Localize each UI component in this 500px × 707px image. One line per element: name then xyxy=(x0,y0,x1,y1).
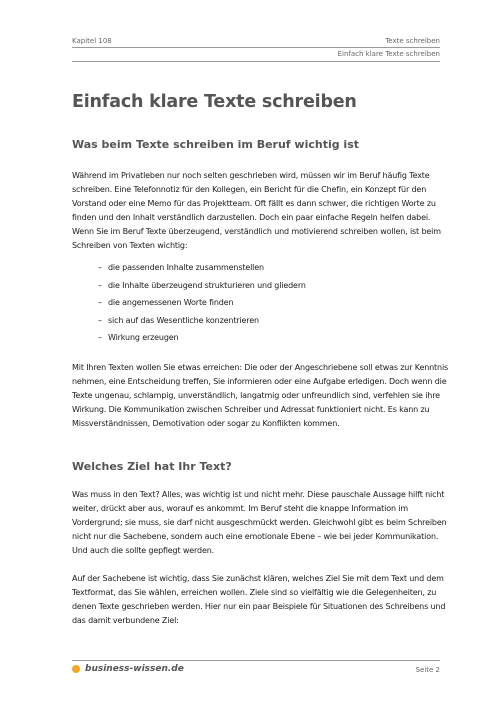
header-section: Texte schreiben xyxy=(385,37,440,45)
header-divider xyxy=(72,47,440,48)
footer-divider xyxy=(72,660,440,661)
footer-logo xyxy=(72,664,184,674)
logo-dot-icon xyxy=(72,665,80,673)
page-title: Einfach klare Texte schreiben xyxy=(72,92,357,112)
dash-icon: – xyxy=(98,315,102,325)
header-subsection: Einfach klare Texte schreiben xyxy=(337,50,440,58)
dash-icon: – xyxy=(98,280,102,290)
bullet-list xyxy=(72,259,452,347)
list-item xyxy=(98,329,452,347)
list-item-text: die passenden Inhalte zusammenstellen xyxy=(108,263,264,272)
list-item-text: sich auf das Wesentliche konzentrieren xyxy=(108,315,259,325)
list-item xyxy=(98,259,452,277)
section-heading-1: Was beim Texte schreiben im Beruf wichtig ist xyxy=(72,138,360,151)
page-content xyxy=(72,92,452,628)
paragraph-goal-examples: Auf der Sachebene ist wichtig, dass Sie zunächst klären, welches Ziel Sie mit dem Text und dem Textformat, das Sie wählen, erreichen wollen. Ziele sind so vielfältig wie die Gelegenheiten, zu denen Texte geschrieben werden. Hier nur ein paar Beispiele für Situationen des Schreibens und das damit verbundene Ziel: xyxy=(72,573,446,625)
outro-paragraph: Mit Ihren Texten wollen Sie etwas erreichen: Die oder der Angeschriebene soll etwas zur Kenntnis nehmen, eine Entscheidung treffen, Sie informieren oder eine Aufgabe erledigen. Doch wenn die Texte ungenau, schlampig, unverständlich, langatmig oder unfreundlich sind, verfehlen sie ihre Wirkung. Die Kommunikation zwischen Schreiber und Adressat funktioniert nicht. Es kann zu Missverständnissen, Demotivation oder sogar zu Konflikten kommen. xyxy=(72,362,449,428)
section-heading-2: Welches Ziel hat Ihr Text? xyxy=(72,459,232,473)
dash-icon: – xyxy=(98,298,102,307)
intro-paragraph: Während im Privatleben nur noch selten geschrieben wird, müssen wir im Beruf häufig Texte schreiben. Eine Telefonnotiz für den Kollegen, ein Bericht für die Chefin, ein Konzept für den Vorstand oder eine Memo für das Projektteam. Oft fällt es dann schwer, die richtigen Worte zu finden und den Inhalt verständlich darzustellen. Doch ein paar einfache Regeln helfen dabei. Wenn Sie im Beruf Texte überzeugend, verständlich und motivierend schreiben wollen, ist beim Schreiben von Texten wichtig: xyxy=(72,171,441,250)
dash-icon: – xyxy=(98,333,102,342)
logo-text: business-wissen.de xyxy=(85,664,184,674)
list-item-text: Wirkung erzeugen xyxy=(108,333,179,342)
header-subsection-divider xyxy=(72,61,440,62)
list-item xyxy=(98,277,452,295)
list-item xyxy=(98,312,452,330)
paragraph-content-focus: Was muss in den Text? Alles, was wichtig ist und nicht mehr. Diese pauschale Aussage hilft nicht weiter, drückt aber aus, worauf es ankommt. Im Beruf steht die knappe Information im Vordergrund; sie muss, sie darf nicht ausgeschmückt werden. Gleichwohl gibt es beim Schreiben nicht nur die Sachebene, sondern auch eine emotionale Ebene – wie bei jeder Kommunikation. Und auch die sollte gepflegt werden. xyxy=(72,489,447,555)
list-item-text: die angemessenen Worte finden xyxy=(108,298,234,307)
list-item xyxy=(98,294,452,312)
header-chapter: Kapitel 108 xyxy=(72,37,112,45)
list-item-text: die Inhalte überzeugend strukturieren und gliedern xyxy=(108,280,306,290)
page-number: Seite 2 xyxy=(415,666,440,674)
dash-icon: – xyxy=(98,263,102,272)
